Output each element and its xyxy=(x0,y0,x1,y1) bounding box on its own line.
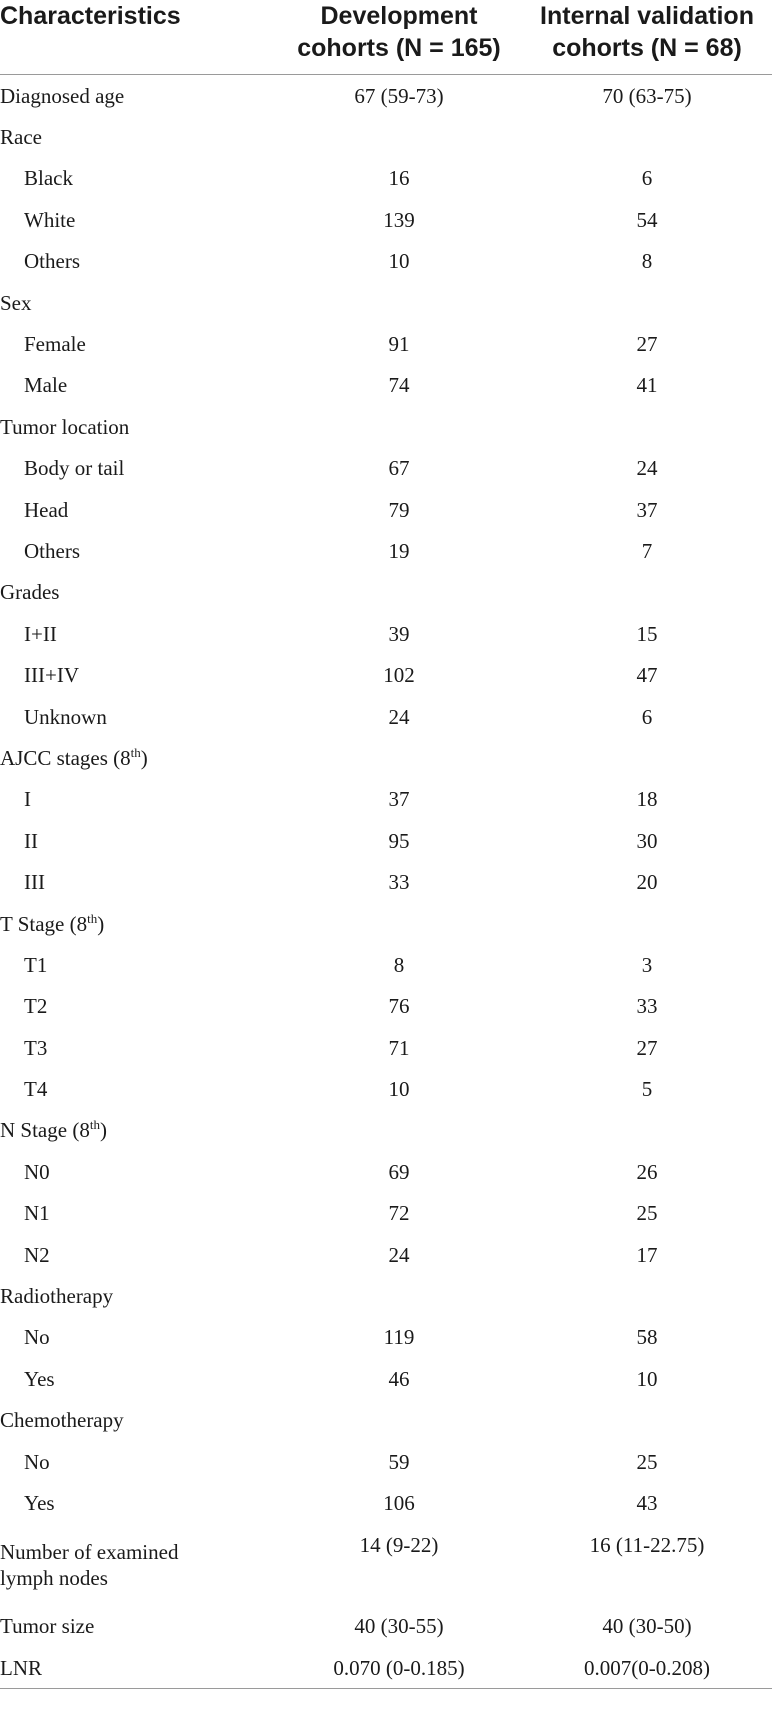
validation-value: 27 xyxy=(636,1035,658,1060)
row-label: LNR xyxy=(0,1655,42,1680)
row-label: Female xyxy=(24,332,86,357)
label-text: N Stage (8 xyxy=(0,1118,90,1143)
row-label: Yes xyxy=(24,1366,55,1391)
row-label: I+II xyxy=(24,621,57,646)
label-text: T Stage (8 xyxy=(0,911,88,936)
row-label: III+IV xyxy=(24,663,79,688)
row-label: II xyxy=(24,828,38,853)
row-label: Black xyxy=(24,166,73,191)
development-value: 91 xyxy=(388,332,410,357)
table-row xyxy=(0,779,772,820)
development-value: 59 xyxy=(388,1449,410,1474)
development-value xyxy=(276,737,522,778)
development-value xyxy=(276,1400,522,1441)
table-row xyxy=(0,199,772,240)
table-row xyxy=(0,1275,772,1316)
development-value xyxy=(276,282,522,323)
group-label xyxy=(0,903,276,944)
group-label: Sex xyxy=(0,290,32,315)
development-value: 46 xyxy=(388,1366,410,1391)
validation-value: 40 (30-50) xyxy=(602,1614,692,1639)
validation-value: 47 xyxy=(636,663,658,688)
development-value: 74 xyxy=(388,373,410,398)
validation-value: 54 xyxy=(636,207,658,232)
table-row xyxy=(0,323,772,364)
table-row xyxy=(0,1110,772,1151)
table-row xyxy=(0,1151,772,1192)
table-row xyxy=(0,1193,772,1234)
row-label: N2 xyxy=(24,1242,50,1267)
table-row xyxy=(0,861,772,902)
header-development-line1: Development xyxy=(320,2,478,30)
group-label: Tumor location xyxy=(0,414,130,439)
development-value: 106 xyxy=(383,1490,415,1515)
table-row xyxy=(0,406,772,447)
table-row xyxy=(0,986,772,1027)
header-development-line2: cohorts (N = 165) xyxy=(297,34,501,62)
development-value xyxy=(276,572,522,613)
table-row xyxy=(0,1647,772,1689)
development-value: 19 xyxy=(388,538,410,563)
validation-value: 25 xyxy=(636,1449,658,1474)
development-value: 33 xyxy=(388,870,410,895)
row-label: White xyxy=(24,207,76,232)
development-value: 39 xyxy=(388,621,410,646)
validation-value xyxy=(522,903,772,944)
group-label: Grades xyxy=(0,580,60,605)
validation-value: 20 xyxy=(636,870,658,895)
table-row xyxy=(0,572,772,613)
group-label: Race xyxy=(0,125,42,150)
validation-value: 7 xyxy=(641,538,653,563)
development-value: 10 xyxy=(388,1077,410,1102)
development-value: 139 xyxy=(383,207,415,232)
row-label: Tumor size xyxy=(0,1614,95,1639)
row-label: No xyxy=(24,1449,50,1474)
development-value: 71 xyxy=(388,1035,410,1060)
development-value xyxy=(276,903,522,944)
superscript: th xyxy=(89,1117,100,1133)
row-label: N1 xyxy=(24,1201,50,1226)
table-row xyxy=(0,1482,772,1523)
superscript: th xyxy=(130,744,141,760)
row-label: Head xyxy=(24,497,69,522)
table-row xyxy=(0,1027,772,1068)
table-body xyxy=(0,75,772,1689)
table-row xyxy=(0,282,772,323)
development-value: 72 xyxy=(388,1201,410,1226)
label-text: AJCC stages (8 xyxy=(0,745,131,770)
validation-value: 16 (11-22.75) xyxy=(589,1532,705,1557)
development-value xyxy=(276,116,522,157)
header-internal-validation xyxy=(522,0,772,75)
validation-value: 0.007(0-0.208) xyxy=(584,1655,710,1680)
development-value: 24 xyxy=(388,704,410,729)
header-validation-line1: Internal validation xyxy=(540,2,754,30)
validation-value: 6 xyxy=(641,704,653,729)
row-label: Male xyxy=(24,373,68,398)
row-label: Others xyxy=(24,249,80,274)
row-label: Diagnosed age xyxy=(0,83,125,108)
validation-value xyxy=(522,116,772,157)
development-value xyxy=(276,406,522,447)
row-label: T4 xyxy=(24,1077,48,1102)
table-row xyxy=(0,1524,772,1606)
development-value: 8 xyxy=(393,952,405,977)
validation-value xyxy=(522,737,772,778)
validation-value: 24 xyxy=(636,456,658,481)
validation-value xyxy=(522,1110,772,1151)
validation-value: 37 xyxy=(636,497,658,522)
development-value: 10 xyxy=(388,249,410,274)
validation-value: 25 xyxy=(636,1201,658,1226)
header-characteristics xyxy=(0,0,276,75)
validation-value xyxy=(522,406,772,447)
development-value: 40 (30-55) xyxy=(354,1614,444,1639)
row-label: T1 xyxy=(24,952,48,977)
row-label: Others xyxy=(24,538,80,563)
table-header xyxy=(0,0,772,75)
table-row xyxy=(0,903,772,944)
table-row xyxy=(0,1441,772,1482)
validation-value xyxy=(522,1275,772,1316)
validation-value: 33 xyxy=(636,994,658,1019)
table-row xyxy=(0,75,772,117)
label-line: lymph nodes xyxy=(0,1565,108,1590)
label-text: ) xyxy=(99,1118,107,1143)
table-row xyxy=(0,613,772,654)
development-value: 67 xyxy=(388,456,410,481)
validation-value: 41 xyxy=(636,373,658,398)
row-label: I xyxy=(24,787,31,812)
development-value xyxy=(276,1275,522,1316)
table-row xyxy=(0,241,772,282)
table-row xyxy=(0,530,772,571)
row-label: Yes xyxy=(24,1490,55,1515)
label-line: Number of examined xyxy=(0,1539,179,1564)
validation-value xyxy=(522,282,772,323)
validation-value: 27 xyxy=(636,332,658,357)
validation-value: 17 xyxy=(636,1242,658,1267)
development-value: 76 xyxy=(388,994,410,1019)
header-development xyxy=(276,0,522,75)
header-validation-line2: cohorts (N = 68) xyxy=(552,34,742,62)
development-value: 0.070 (0-0.185) xyxy=(333,1655,465,1680)
validation-value: 70 (63-75) xyxy=(602,83,692,108)
row-label: Unknown xyxy=(24,704,107,729)
validation-value: 8 xyxy=(641,249,653,274)
table-row xyxy=(0,1068,772,1109)
development-value xyxy=(276,1110,522,1151)
validation-value: 15 xyxy=(636,621,658,646)
development-value: 67 (59-73) xyxy=(354,83,444,108)
table-row xyxy=(0,365,772,406)
development-value: 102 xyxy=(383,663,415,688)
row-label: Body or tail xyxy=(24,456,125,481)
table-row xyxy=(0,820,772,861)
development-value: 24 xyxy=(388,1242,410,1267)
superscript: th xyxy=(87,910,98,926)
table-row xyxy=(0,654,772,695)
table-row xyxy=(0,158,772,199)
validation-value: 6 xyxy=(641,166,653,191)
header-row xyxy=(0,0,772,75)
row-label xyxy=(0,1524,276,1606)
group-label xyxy=(0,737,276,778)
table-row xyxy=(0,737,772,778)
development-value: 119 xyxy=(383,1325,415,1350)
table-row xyxy=(0,944,772,985)
validation-value: 18 xyxy=(636,787,658,812)
row-label: III xyxy=(24,870,45,895)
development-value: 14 (9-22) xyxy=(359,1532,439,1557)
row-label: T2 xyxy=(24,994,48,1019)
development-value: 79 xyxy=(388,497,410,522)
row-label: T3 xyxy=(24,1035,48,1060)
table-row xyxy=(0,1234,772,1275)
table-row xyxy=(0,448,772,489)
development-value: 16 xyxy=(388,166,410,191)
table-row xyxy=(0,489,772,530)
development-value: 37 xyxy=(388,787,410,812)
validation-value xyxy=(522,1400,772,1441)
validation-value: 10 xyxy=(636,1366,658,1391)
validation-value: 26 xyxy=(636,1159,658,1184)
group-label: Chemotherapy xyxy=(0,1408,124,1433)
group-label xyxy=(0,1110,276,1151)
label-text: ) xyxy=(97,911,105,936)
table-row xyxy=(0,1358,772,1399)
development-value: 95 xyxy=(388,828,410,853)
validation-value xyxy=(522,572,772,613)
development-value: 69 xyxy=(388,1159,410,1184)
validation-value: 30 xyxy=(636,828,658,853)
group-label: Radiotherapy xyxy=(0,1284,114,1309)
table-row xyxy=(0,696,772,737)
table-row xyxy=(0,1400,772,1441)
label-text: ) xyxy=(140,745,148,770)
table-row xyxy=(0,116,772,157)
row-label: No xyxy=(24,1325,50,1350)
validation-value: 58 xyxy=(636,1325,658,1350)
validation-value: 5 xyxy=(641,1077,653,1102)
validation-value: 3 xyxy=(641,952,653,977)
table-row xyxy=(0,1317,772,1358)
row-label: N0 xyxy=(24,1159,50,1184)
table-row xyxy=(0,1606,772,1647)
validation-value: 43 xyxy=(636,1490,658,1515)
header-characteristics-text: Characteristics xyxy=(0,2,181,30)
